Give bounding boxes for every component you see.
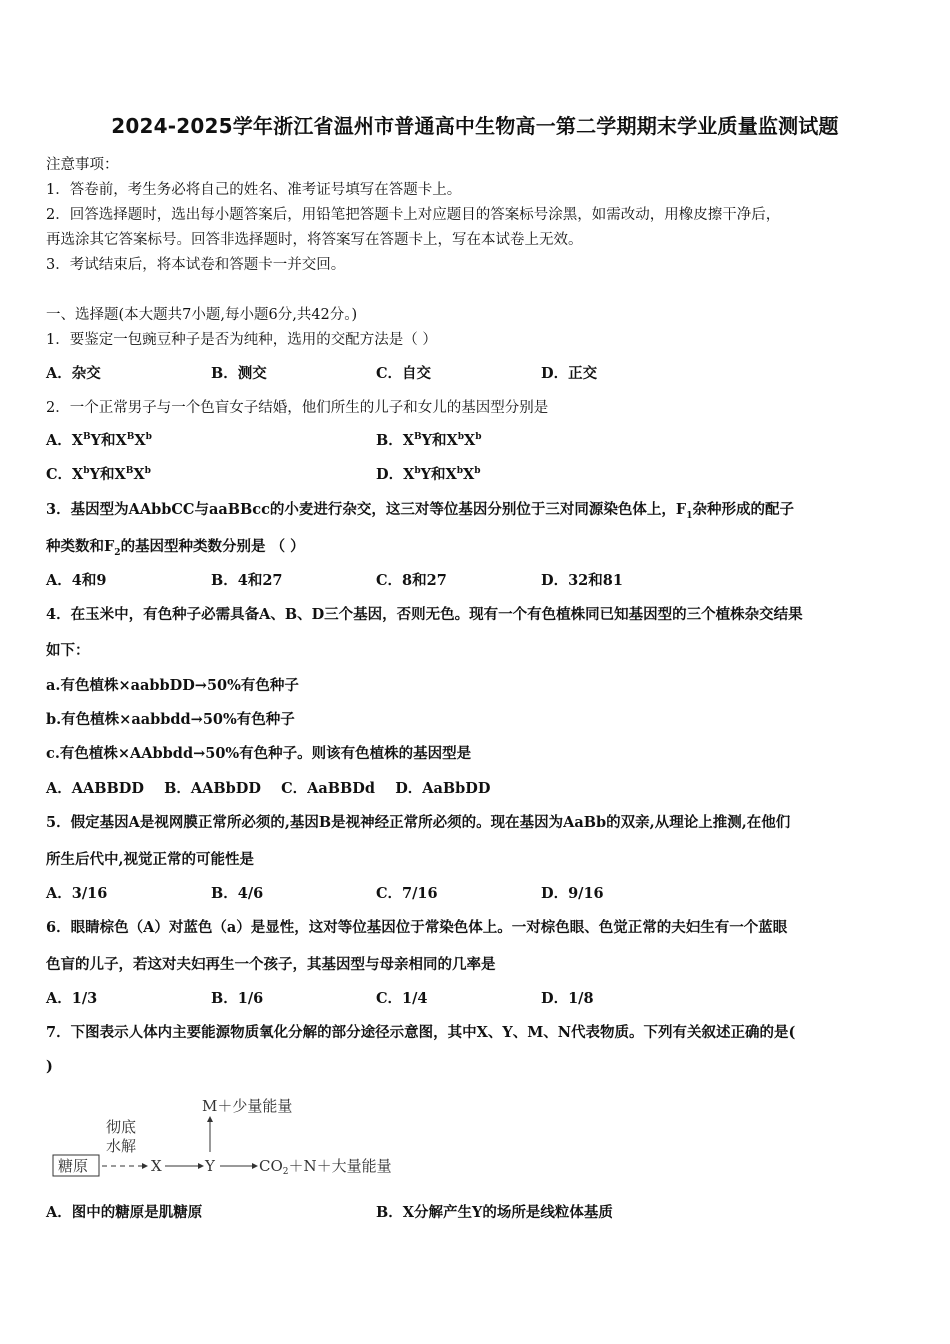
notice-item: 1．答卷前，考生务必将自己的姓名、准考证号填写在答题卡上。 xyxy=(46,182,462,198)
option-b[interactable]: B．4和27 xyxy=(211,572,283,589)
option-b[interactable] xyxy=(376,429,706,450)
option-b[interactable]: B．1/6 xyxy=(211,990,264,1007)
option-a[interactable]: A．3/16 xyxy=(46,885,108,902)
diagram-y: Y xyxy=(205,1157,215,1175)
option-c[interactable]: C．7/16 xyxy=(376,885,438,902)
question-6-options xyxy=(46,987,746,1008)
notice-item: 3．考试结束后，将本试卷和答题卡一并交回。 xyxy=(46,257,346,273)
question-7-stem-line2: ) xyxy=(46,1058,53,1075)
option-a[interactable]: A．杂交 xyxy=(46,365,101,382)
question-4-options[interactable]: A．AABBDD B．AABbDD C．AaBBDd D．AaBbDD xyxy=(46,780,491,797)
option-a-text: A．$X^BY$和$X^BX^b$ xyxy=(46,432,152,449)
diagram-co2: $CO_2+N+$大量能量 xyxy=(259,1157,392,1177)
question-3-stem-line2: 种类数和$F_2$的基因型种类数分别是 （ ） xyxy=(46,538,305,558)
option-d[interactable]: D．32和81 xyxy=(541,572,623,589)
question-4-stem-line1: 4．在玉米中，有色种子必需具备A、B、D三个基因，否则无色。现有一个有色植株同已知基因型的三个植株杂交结果 xyxy=(46,606,803,623)
diagram-box-label: 糖原 xyxy=(58,1157,89,1175)
section-heading: 一、选择题(本大题共7小题,每小题6分,共42分。) xyxy=(46,307,358,323)
option-c[interactable]: C．自交 xyxy=(376,365,432,382)
question-4-case-a: a.有色植株×aabbDD→50%有色种子 xyxy=(46,677,299,694)
option-d[interactable]: D．9/16 xyxy=(541,885,604,902)
option-b[interactable]: B．X分解产生Y的场所是线粒体基质 xyxy=(376,1204,613,1221)
question-7-options xyxy=(46,1201,846,1222)
question-4-case-b: b.有色植株×aabbdd→50%有色种子 xyxy=(46,711,295,728)
question-4-case-c: c.有色植株×AAbbdd→50%有色种子。则该有色植株的基因型是 xyxy=(46,745,472,762)
question-6-stem-line1: 6．眼睛棕色（A）对蓝色（a）是显性，这对等位基因位于常染色体上。一对棕色眼、色觉正常的夫妇生有一个蓝眼 xyxy=(46,919,788,936)
option-d[interactable]: D．1/8 xyxy=(541,990,594,1007)
question-2-options-row2 xyxy=(46,463,846,484)
option-c[interactable] xyxy=(46,463,376,484)
option-c[interactable]: C．1/4 xyxy=(376,990,428,1007)
notice-item: 再选涂其它答案标号。回答非选择题时，将答案写在答题卡上，写在本试卷上无效。 xyxy=(46,232,583,248)
option-b[interactable]: B．测交 xyxy=(211,365,267,382)
question-3-options xyxy=(46,569,746,590)
arrowhead xyxy=(207,1116,213,1122)
question-7-stem-line1: 7．下图表示人体内主要能源物质氧化分解的部分途径示意图，其中X、Y、M、N代表物质。下列有关叙述正确的是( xyxy=(46,1024,796,1041)
question-5-stem-line2: 所生后代中,视觉正常的可能性是 xyxy=(46,851,255,868)
option-a[interactable]: A．4和9 xyxy=(46,572,107,589)
option-b-text: B．$X^BY$和$X^bX^b$ xyxy=(376,432,482,449)
option-a[interactable] xyxy=(46,429,376,450)
diagram-top-label: M＋少量能量 xyxy=(202,1097,293,1115)
option-b[interactable]: B．4/6 xyxy=(211,885,264,902)
page-title: 2024-2025学年浙江省温州市普通高中生物高一第二学期期末学业质量监测试题 xyxy=(111,114,839,138)
option-a[interactable]: A．1/3 xyxy=(46,990,98,1007)
question-4-stem-line2: 如下： xyxy=(46,642,90,659)
question-2-stem: 2．一个正常男子与一个色盲女子结婚，他们所生的儿子和女儿的基因型分别是 xyxy=(46,400,549,416)
arrowhead xyxy=(252,1163,258,1169)
metabolism-diagram xyxy=(50,1094,450,1184)
diagram-x: X xyxy=(151,1157,162,1175)
arrowhead xyxy=(198,1163,204,1169)
option-c-text: C．$X^bY$和$X^BX^b$ xyxy=(46,466,151,483)
question-1-stem: 1．要鉴定一包豌豆种子是否为纯种，选用的交配方法是（ ） xyxy=(46,332,437,348)
diagram-label-1: 彻底 xyxy=(106,1118,137,1136)
notice-heading: 注意事项： xyxy=(46,157,119,173)
question-2-options-row1 xyxy=(46,429,846,450)
question-5-options xyxy=(46,882,746,903)
question-3-stem-line1: 3．基因型为AAbbCC与aaBBcc的小麦进行杂交，这三对等位基因分别位于三对同源染色体上，$F_1$杂种形成的配子 xyxy=(46,501,794,521)
question-1-options xyxy=(46,362,746,383)
diagram-label-2: 水解 xyxy=(106,1137,137,1155)
option-d[interactable] xyxy=(376,463,706,484)
option-c[interactable]: C．8和27 xyxy=(376,572,447,589)
question-6-stem-line2: 色盲的儿子，若这对夫妇再生一个孩子，其基因型与母亲相同的几率是 xyxy=(46,956,496,973)
notice-item: 2．回答选择题时，选出每小题答案后，用铅笔把答题卡上对应题目的答案标号涂黑，如需改动，用橡皮擦干净后， xyxy=(46,207,781,223)
option-a[interactable]: A．图中的糖原是肌糖原 xyxy=(46,1204,203,1221)
arrowhead xyxy=(142,1163,148,1169)
option-d-text: D．$X^bY$和$X^bX^b$ xyxy=(376,466,481,483)
option-d[interactable]: D．正交 xyxy=(541,365,598,382)
question-5-stem-line1: 5．假定基因A是视网膜正常所必须的,基因B是视神经正常所必须的。现在基因为AaBb的双亲,从理论上推测,在他们 xyxy=(46,814,791,831)
